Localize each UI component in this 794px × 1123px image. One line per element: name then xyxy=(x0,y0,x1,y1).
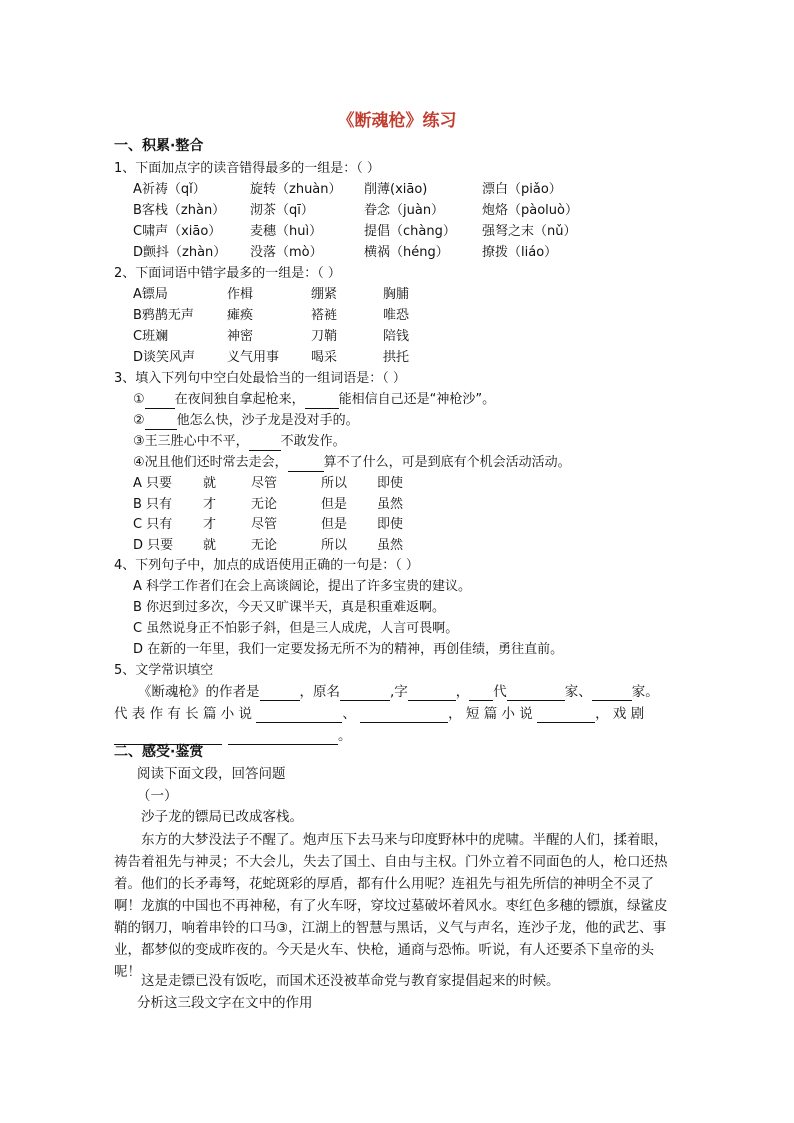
q3-cell: A 只要 xyxy=(133,476,173,491)
q1-cell: D颤抖（zhàn） xyxy=(133,245,227,260)
reading-intro: 阅读下面文段，回答问题 xyxy=(137,766,286,782)
q3-cell: 即使 xyxy=(377,517,404,532)
q5-text: ， 戏 剧 xyxy=(595,706,645,722)
q5-text: ，原名 xyxy=(299,684,340,700)
q3-cell: 但是 xyxy=(321,517,348,532)
q4-option-d: D 在新的一年里，我们一定要发扬无所不为的精神，再创佳绩，勇往直前。 xyxy=(133,642,564,657)
q2-cell: 拱托 xyxy=(383,350,410,365)
section-heading-appreciation: 二、感受·鉴赏 xyxy=(114,744,204,760)
q2-cell: A镖局 xyxy=(133,287,168,302)
q5-text: 代 xyxy=(493,684,507,700)
q3-text: 算不了什么，可是到底有个机会活动活动。 xyxy=(323,455,571,470)
fill-blank[interactable] xyxy=(469,686,493,701)
q3-text: 他怎么快，沙子龙是没对手的。 xyxy=(176,413,359,428)
q3-sentence-3 xyxy=(133,433,346,451)
q4-option-a: A 科学工作者们在会上高谈阔论，提出了许多宝贵的建议。 xyxy=(133,579,472,594)
q2-cell: 喝采 xyxy=(311,350,338,365)
fill-blank[interactable] xyxy=(305,394,339,409)
reading-paragraph-2: 东方的大梦没法子不醒了。炮声压下去马来与印度野林中的虎啸。半醒的人们，揉着眼，祷告着祖先与神灵；不大会儿，失去了国土、自由与主权。门外立着不同面色的人，枪口还热着。他们的长矛毒弩，花蛇斑彩的厚盾，都有什么用呢？连祖先与祖先所信的神明全不灵了啊！龙旗的中国也不再神秘，有了火车呀，穿坟过墓破坏着风水。枣红色多穗的镖旗，绿鲨皮鞘的钢刀，响着串铃的口马③，江湖上的智慧与黑话，义气与声名，连沙子龙，他的武艺、事业，都梦似的变成昨夜的。今天是火车、快枪，通商与恐怖。听说，有人还要杀下皇帝的头呢！ xyxy=(114,832,668,980)
q4-option-b: B 你迟到过多次，今天又旷课半天，真是积重难返啊。 xyxy=(133,600,446,615)
q2-option-row xyxy=(133,328,409,346)
q3-text: ④况且他们还时常去走会， xyxy=(133,455,288,470)
fill-blank[interactable] xyxy=(260,686,300,701)
q5-line-2 xyxy=(114,705,644,723)
q3-cell: 就 xyxy=(203,538,217,553)
fill-blank[interactable] xyxy=(145,394,175,409)
q4-option-c: C 虽然说身正不怕影子斜，但是三人成虎，人言可畏啊。 xyxy=(133,621,459,636)
q5-text: ， 短 篇 小 说 xyxy=(448,706,533,722)
q5-line-1 xyxy=(138,683,659,701)
q2-cell: 义气用事 xyxy=(227,350,280,365)
q1-cell: 提倡（chàng） xyxy=(364,224,456,239)
question-2-stem: 2、下面词语中错字最多的一组是：（ ） xyxy=(114,266,341,281)
q1-cell: C啸声（xiāo） xyxy=(133,224,222,239)
q2-cell: B鸦鹊无声 xyxy=(133,308,194,323)
q5-text: 家、 xyxy=(564,684,592,700)
question-4-stem: 4、下列句子中，加点的成语使用正确的一句是：（ ） xyxy=(114,558,419,573)
fill-blank[interactable] xyxy=(408,686,456,701)
q3-cell: 才 xyxy=(203,517,217,532)
q3-text: 能相信自己还是“神枪沙”。 xyxy=(338,392,496,407)
q1-cell: A祈祷（qǐ） xyxy=(133,182,206,197)
q1-cell: 削薄(xiāo) xyxy=(364,182,428,197)
q1-cell: 横祸（héng） xyxy=(364,245,449,260)
fill-blank[interactable] xyxy=(592,686,632,701)
q3-cell: 即使 xyxy=(377,476,404,491)
q2-cell: 褡裢 xyxy=(311,308,338,323)
q1-cell: 眷念（juàn） xyxy=(364,203,445,218)
q3-cell: D 只要 xyxy=(133,538,174,553)
reading-question: 分析这三段文字在文中的作用 xyxy=(137,995,313,1011)
reading-part-label: （一） xyxy=(137,788,178,804)
q3-cell: B 只有 xyxy=(133,497,173,512)
q1-option-row xyxy=(133,244,592,262)
fill-blank[interactable] xyxy=(249,436,281,451)
q5-text: 、 xyxy=(342,706,356,722)
fill-blank[interactable] xyxy=(228,730,338,745)
reading-paragraph-1: 沙子龙的镖局已改成客栈。 xyxy=(141,809,303,825)
q5-text: 。 xyxy=(338,728,352,744)
page-title: 《断魂枪》练习 xyxy=(337,111,457,131)
q1-option-row xyxy=(133,181,592,199)
q5-text: 代 表 作 有 长 篇 小 说 xyxy=(114,706,253,722)
fill-blank[interactable] xyxy=(507,686,565,701)
q2-cell: 作楫 xyxy=(227,287,254,302)
q2-cell: 神密 xyxy=(227,329,254,344)
fill-blank[interactable] xyxy=(340,686,390,701)
q3-cell: 无论 xyxy=(251,497,278,512)
question-5-stem: 5、文学常识填空 xyxy=(114,663,214,678)
q2-cell: 唯恐 xyxy=(383,308,410,323)
question-3-stem: 3、填入下列句中空白处最恰当的一组词语是：（ ） xyxy=(114,371,406,386)
q3-text: ③王三胜心中不平， xyxy=(133,434,249,449)
q3-option-row xyxy=(133,496,403,514)
q2-cell: 胸脯 xyxy=(383,287,410,302)
q3-sentence-4 xyxy=(133,454,571,472)
fill-blank[interactable] xyxy=(288,457,324,472)
fill-blank[interactable] xyxy=(360,708,448,723)
section-heading-accumulation: 一、积累·整合 xyxy=(114,138,204,154)
q3-cell: 虽然 xyxy=(377,538,404,553)
fill-blank[interactable] xyxy=(256,708,342,723)
q2-option-row xyxy=(133,307,409,325)
question-1-stem: 1、下面加点字的读音错得最多的一组是：（ ） xyxy=(114,161,380,176)
q1-cell: 旋转（zhuàn） xyxy=(250,182,342,197)
q1-option-row xyxy=(133,223,592,241)
q3-cell: 尽管 xyxy=(251,517,278,532)
q3-cell: 就 xyxy=(203,476,217,491)
q3-text: 不敢发作。 xyxy=(280,434,346,449)
q3-option-row xyxy=(133,475,403,493)
q1-cell: B客栈（zhàn） xyxy=(133,203,226,218)
q1-cell: 麦穗（huì） xyxy=(250,224,323,239)
q2-cell: D谈笑风声 xyxy=(133,350,196,365)
q5-text: 《断魂枪》的作者是 xyxy=(138,684,260,700)
q1-cell: 撩拨（liáo） xyxy=(482,245,558,260)
q3-cell: 尽管 xyxy=(251,476,278,491)
fill-blank[interactable] xyxy=(145,415,177,430)
q2-option-row xyxy=(133,286,409,304)
q2-cell: 陪钱 xyxy=(383,329,410,344)
q5-text: 家。 xyxy=(631,684,659,700)
q3-cell: 才 xyxy=(203,497,217,512)
q3-cell: 所以 xyxy=(321,476,348,491)
reading-paragraph-3: 这是走镖已没有饭吃，而国术还没被革命党与教育家提倡起来的时候。 xyxy=(141,973,560,989)
q3-cell: C 只有 xyxy=(133,517,173,532)
q1-cell: 强弩之末（nǔ） xyxy=(482,224,577,239)
q3-option-row xyxy=(133,537,403,555)
q3-text: ① xyxy=(133,392,145,407)
q2-option-row xyxy=(133,349,409,367)
q3-text: 在夜间独自拿起枪来， xyxy=(174,392,305,407)
q3-cell: 虽然 xyxy=(377,497,404,512)
q3-sentence-1 xyxy=(133,391,495,409)
q3-option-row xyxy=(133,516,403,534)
q1-option-row xyxy=(133,202,592,220)
q1-cell: 沏茶（qī） xyxy=(250,203,314,218)
q1-cell: 没落（mò） xyxy=(250,245,323,260)
q3-cell: 所以 xyxy=(321,538,348,553)
q3-cell: 无论 xyxy=(251,538,278,553)
q3-text: ② xyxy=(133,413,145,428)
q3-cell: 但是 xyxy=(321,497,348,512)
q2-cell: 绷紧 xyxy=(311,287,338,302)
q2-cell: 瘫痪 xyxy=(227,308,254,323)
q2-cell: C班斓 xyxy=(133,329,169,344)
q1-cell: 漂白（piǎo） xyxy=(482,182,562,197)
q5-text: ， xyxy=(455,684,470,700)
q5-text: ,字 xyxy=(390,684,408,700)
q3-sentence-2 xyxy=(133,412,359,430)
q1-cell: 炮烙（pàoluò） xyxy=(482,203,578,218)
fill-blank[interactable] xyxy=(537,708,595,723)
q2-cell: 刀鞘 xyxy=(311,329,338,344)
